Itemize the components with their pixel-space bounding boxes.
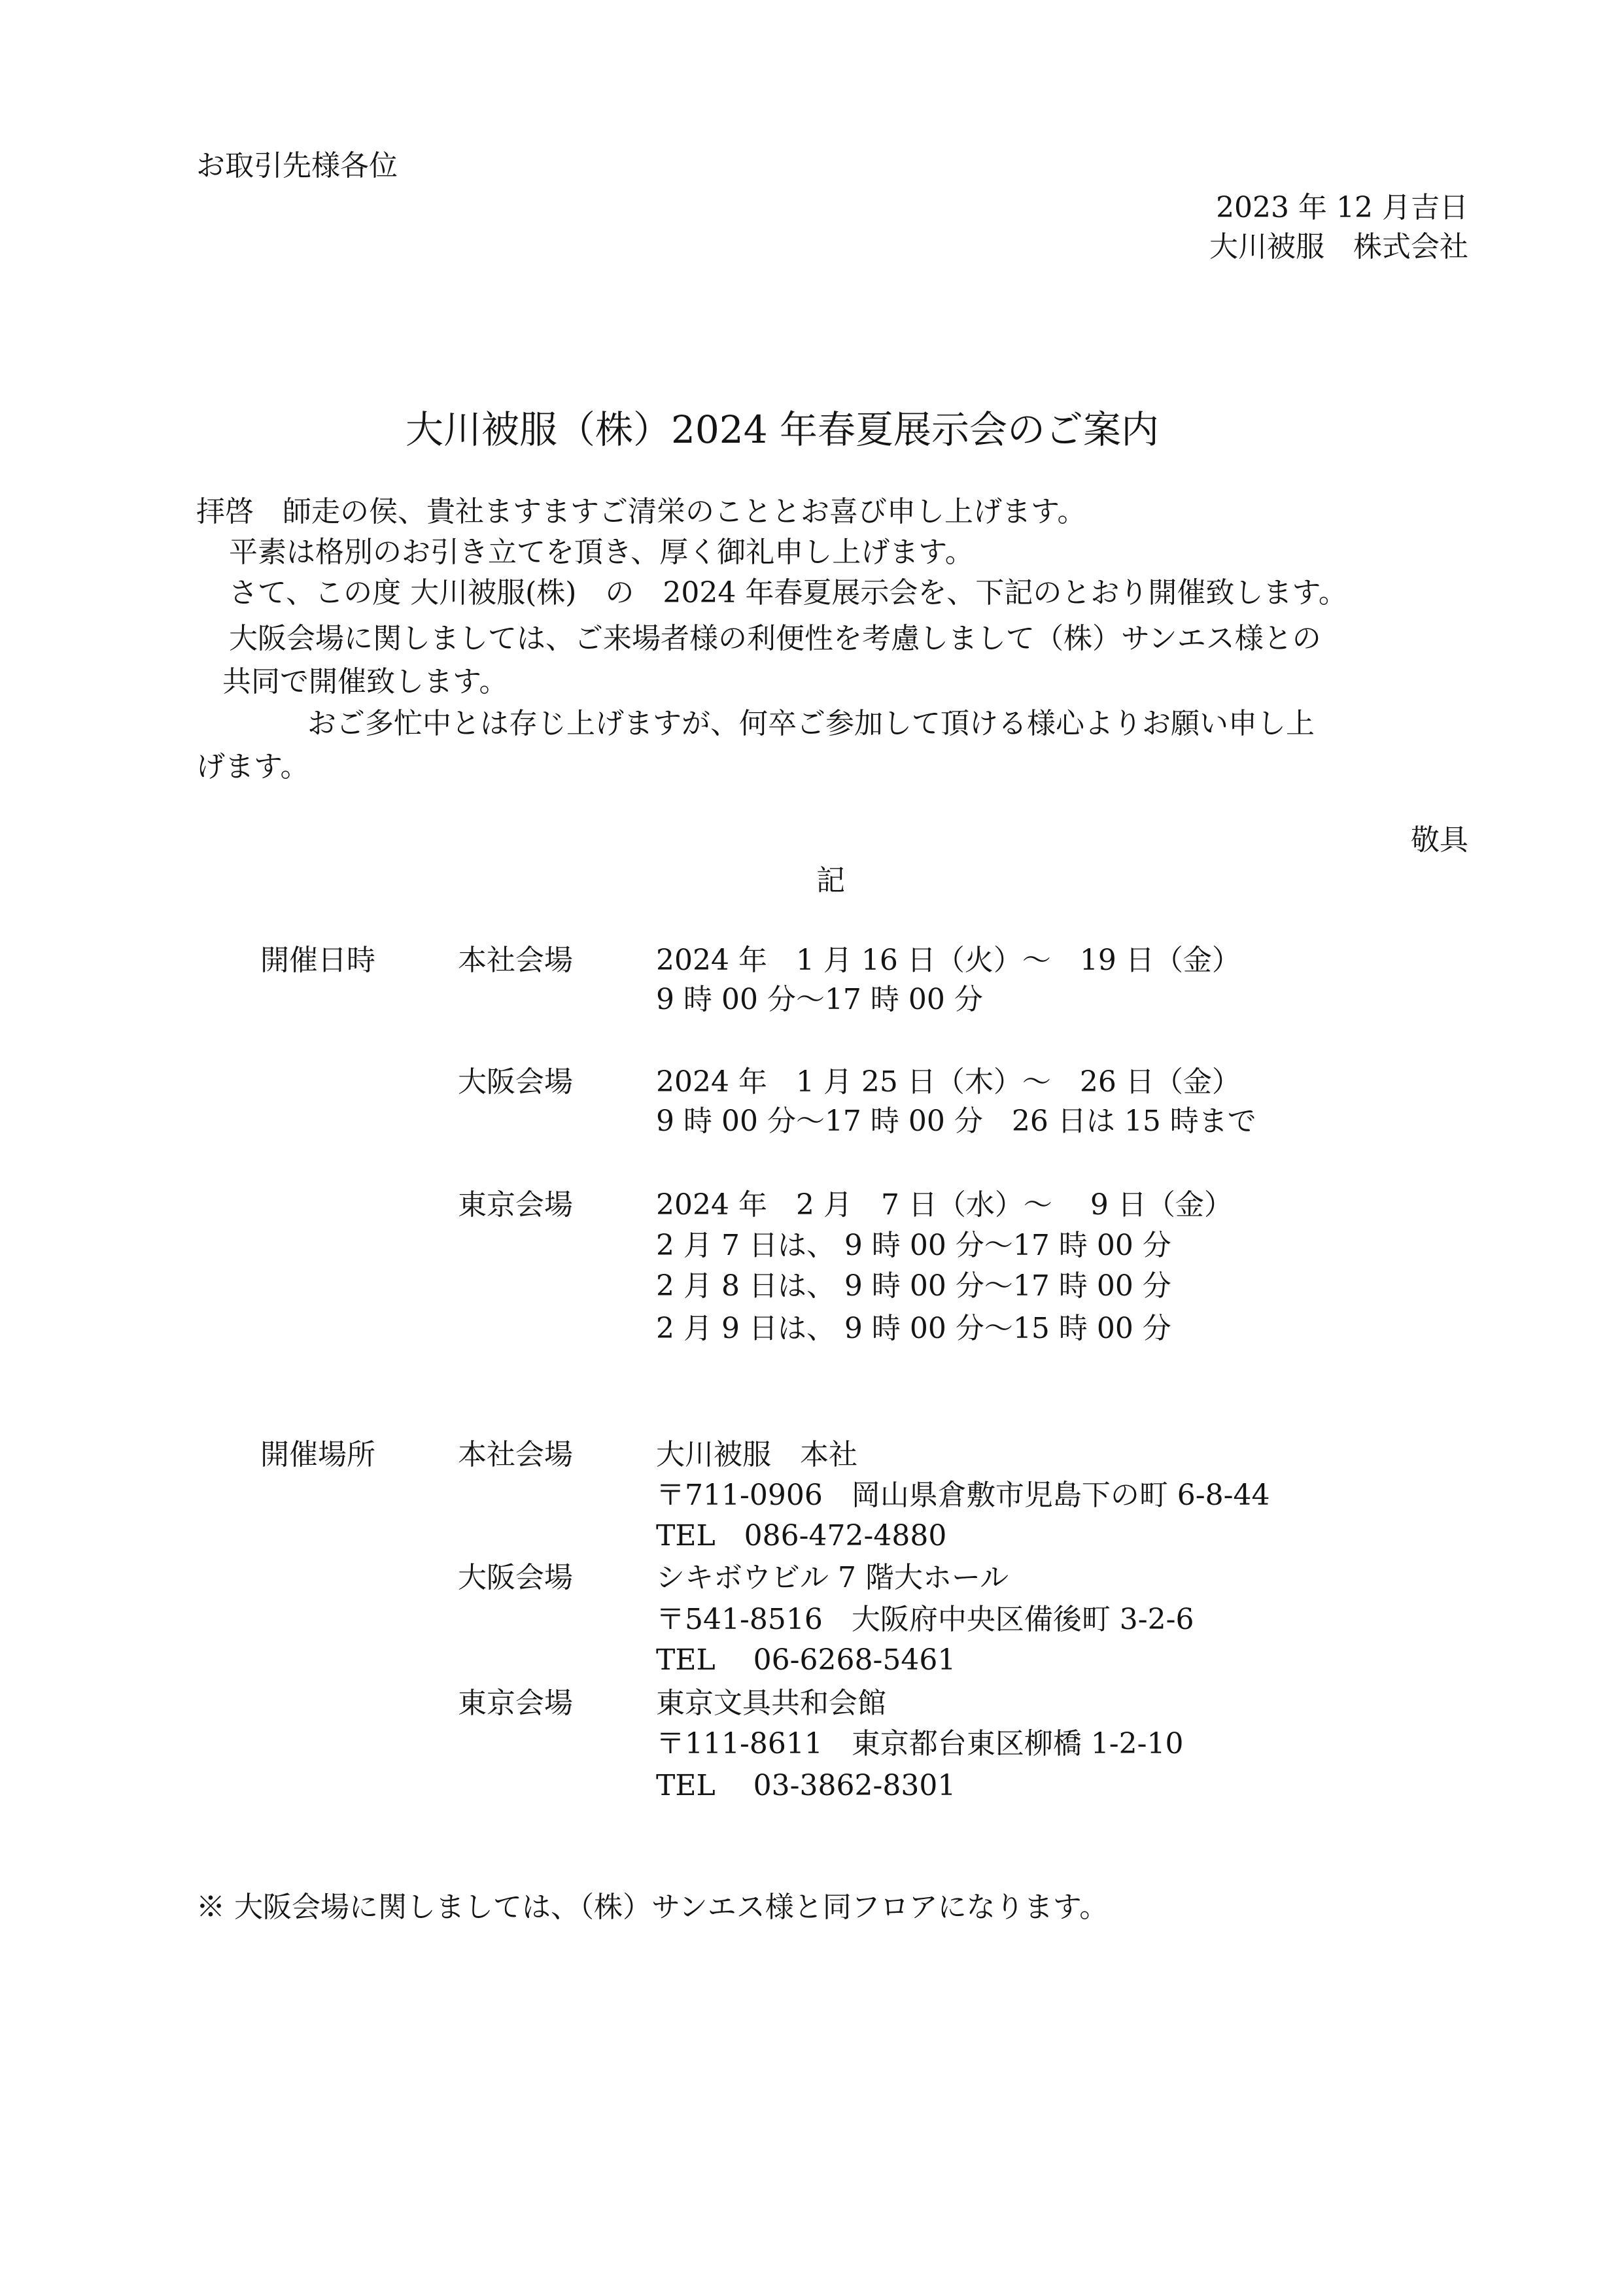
schedule-line: 2 月 9 日は、 9 時 00 分～15 時 00 分 <box>656 1312 1171 1345</box>
schedule-line: 9 時 00 分～17 時 00 分 <box>656 983 983 1016</box>
footnote: ※ 大阪会場に関しましては、（株）サンエス様と同フロアになります。 <box>196 1891 1109 1924</box>
issue-date: 2023 年 12 月吉日 <box>1216 191 1468 224</box>
place-line: 〒111-8611 東京都台東区柳橋 1-2-10 <box>656 1727 1184 1760</box>
place-line: 東京文具共和会館 <box>656 1687 886 1720</box>
body-line-1: 拝啓 師走の侯、貴社ますますご清栄のこととお喜び申し上げます。 <box>196 495 1086 528</box>
body-line-2: 平素は格別のお引き立てを頂き、厚く御礼申し上げます。 <box>229 536 974 569</box>
place-venue-name: 東京会場 <box>458 1687 573 1720</box>
place-venue-name: 本社会場 <box>458 1438 573 1471</box>
body-line-5: 共同で開催致します。 <box>222 665 508 698</box>
document-title: 大川被服（株）2024 年春夏展示会のご案内 <box>406 407 1160 452</box>
ki-heading: 記 <box>816 864 845 897</box>
place-line: TEL 086-472-4880 <box>656 1519 947 1552</box>
schedule-venue-name: 東京会場 <box>458 1188 573 1222</box>
addressee: お取引先様各位 <box>196 149 398 182</box>
schedule-line: 2024 年 1 月 25 日（木）～ 26 日（金） <box>656 1065 1241 1099</box>
schedule-heading: 開催日時 <box>260 944 375 977</box>
place-line: 大川被服 本社 <box>656 1438 857 1471</box>
place-line: 〒541-8516 大阪府中央区備後町 3-2-6 <box>656 1603 1194 1636</box>
schedule-venue-name: 大阪会場 <box>458 1065 573 1099</box>
schedule-line: 2024 年 2 月 7 日（水）～ 9 日（金） <box>656 1188 1233 1222</box>
schedule-line: 2024 年 1 月 16 日（火）～ 19 日（金） <box>656 944 1241 977</box>
sender-company: 大川被服 株式会社 <box>1209 230 1468 264</box>
place-line: TEL 06-6268-5461 <box>656 1643 956 1677</box>
schedule-venue-name: 本社会場 <box>458 944 573 977</box>
closing-keigu: 敬具 <box>1411 823 1468 857</box>
schedule-line: 2 月 8 日は、 9 時 00 分～17 時 00 分 <box>656 1269 1171 1303</box>
body-line-7: げます。 <box>196 750 309 783</box>
places-heading: 開催場所 <box>260 1438 375 1471</box>
place-line: シキボウビル 7 階大ホール <box>656 1561 1009 1594</box>
place-line: 〒711-0906 岡山県倉敷市児島下の町 6-8-44 <box>656 1479 1270 1512</box>
schedule-line: 9 時 00 分～17 時 00 分 26 日は 15 時まで <box>656 1105 1256 1138</box>
place-venue-name: 大阪会場 <box>458 1561 573 1594</box>
body-line-4: 大阪会場に関しましては、ご来場者様の利便性を考慮しまして（株）サンエス様との <box>229 622 1321 655</box>
place-line: TEL 03-3862-8301 <box>656 1769 956 1802</box>
body-line-3: さて、この度 大川被服(株) の 2024 年春夏展示会を、下記のとおり開催致します。 <box>229 576 1347 609</box>
body-line-6: おご多忙中とは存じ上げますが、何卒ご参加して頂ける様心よりお願い申し上 <box>307 707 1315 740</box>
schedule-line: 2 月 7 日は、 9 時 00 分～17 時 00 分 <box>656 1229 1171 1262</box>
